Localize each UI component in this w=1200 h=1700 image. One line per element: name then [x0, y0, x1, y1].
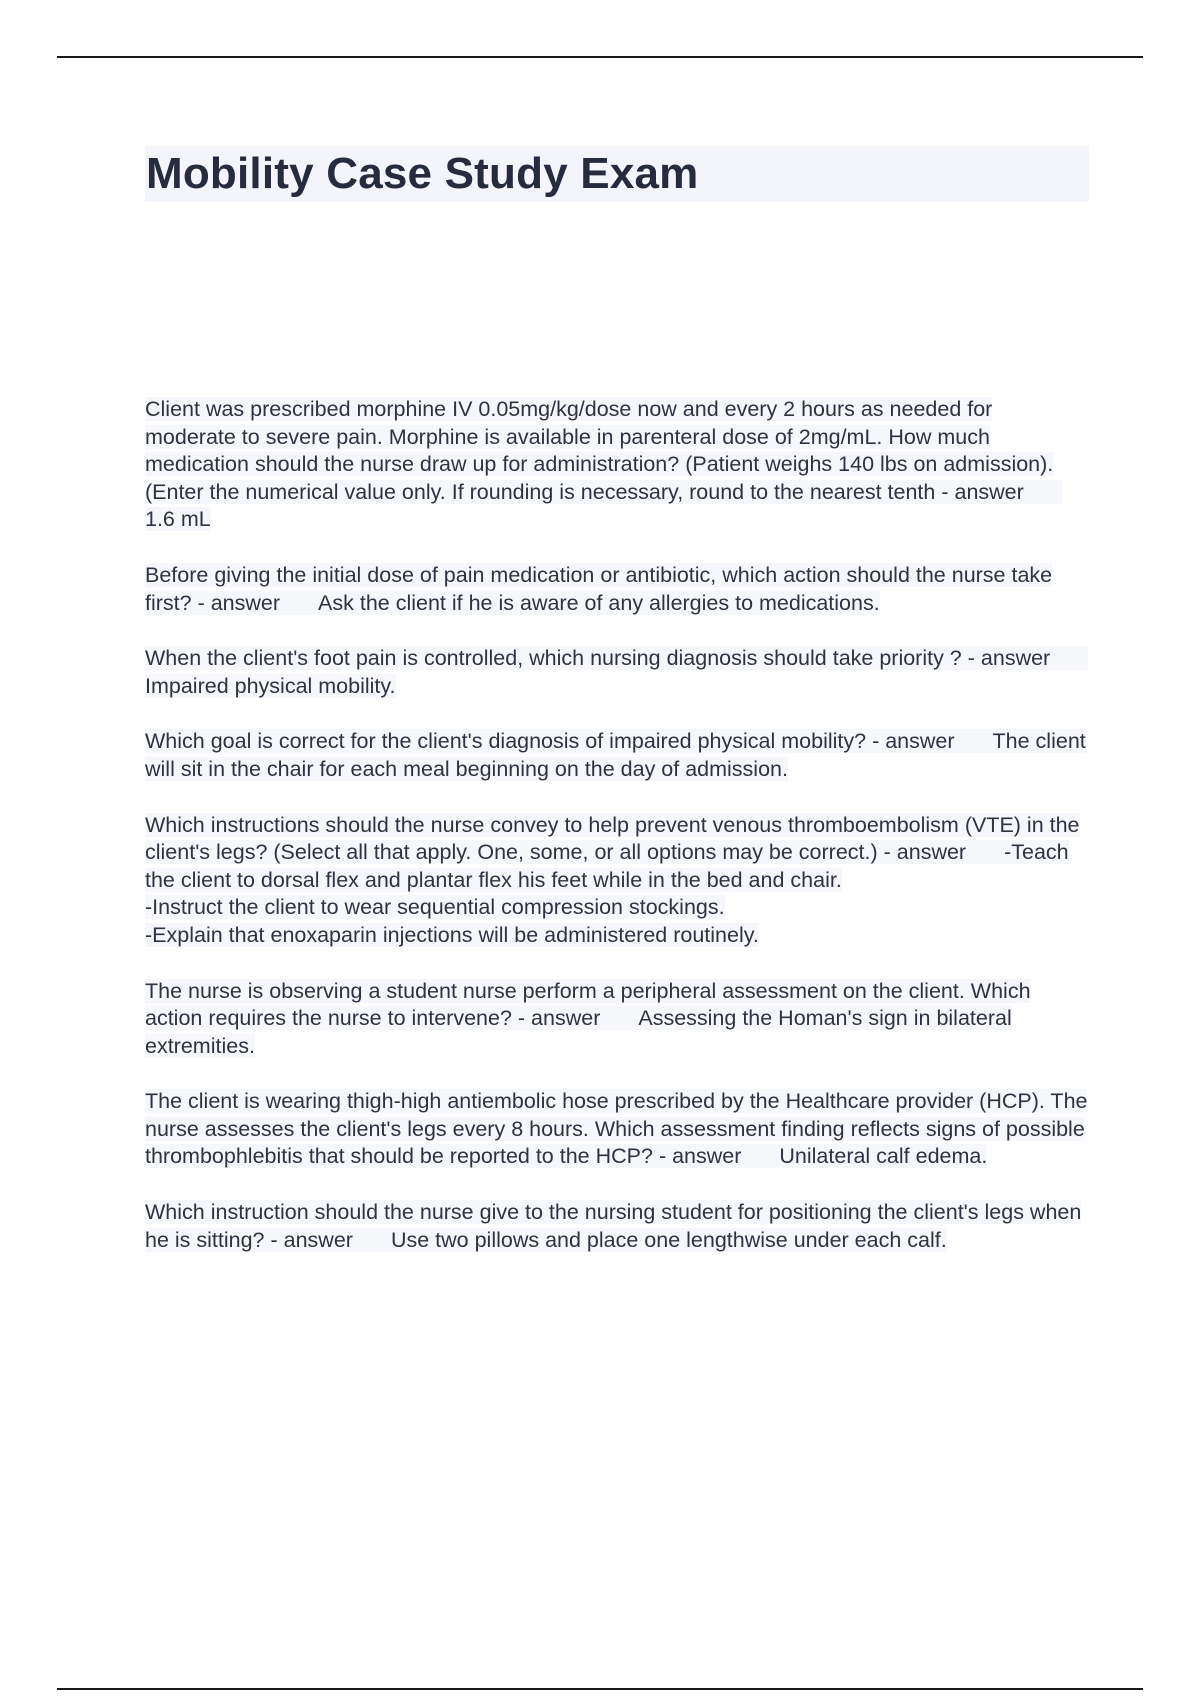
question-text: The nurse is observing a student nurse perform a peripheral assessment on the client. Which action requires the nurse to intervene? [145, 978, 1031, 1031]
page-title: Mobility Case Study Exam [146, 149, 699, 198]
bottom-rule [57, 1688, 1143, 1690]
top-rule [57, 56, 1143, 58]
question-text: When the client's foot pain is controlled, which nursing diagnosis should take priority ? [145, 646, 962, 671]
answer-text: -Teach the client to dorsal flex and plantar flex his feet while in the bed and chair. [145, 840, 1069, 892]
answer-text: Assessing the Homan's sign in bilateral extremities. [145, 1006, 1012, 1058]
qa-item-4 [145, 728, 1089, 783]
qa-item-3 [145, 645, 1089, 700]
qa-item-1 [145, 396, 1089, 534]
answer-text: 1.6 mL [145, 507, 211, 532]
answer-text: Use two pillows and place one lengthwise under each calf. [390, 1227, 947, 1252]
question-text: The client is wearing thigh-high antiembolic hose prescribed by the Healthcare provider (HCP). The nurse assesses the client's legs every 8 hours. Which assessment finding reflects signs of possible thrombophlebitis that should be reported to the HCP? [145, 1089, 1088, 1169]
question-text: Which instruction should the nurse give to the nursing student for positioning the client's legs when he is sitting? [145, 1200, 1082, 1252]
qa-item-2 [145, 562, 1089, 617]
answer-marker: - answer [658, 1144, 742, 1169]
answer-marker: - answer [883, 840, 967, 865]
answer-extra-line: -Explain that enoxaparin injections will be administered routinely. [145, 922, 759, 947]
answer-marker: - answer [967, 646, 1051, 671]
answer-text: Impaired physical mobility. [145, 673, 396, 698]
answer-marker: - answer [197, 590, 281, 615]
answer-text: Ask the client if he is aware of any allergies to medications. [318, 590, 880, 615]
qa-list [145, 396, 1089, 1282]
answer-marker: - answer [517, 1006, 601, 1031]
question-text: Before giving the initial dose of pain medication or antibiotic, which action should the nurse take first? [145, 562, 1053, 615]
answer-extra-line: -Instruct the client to wear sequential compression stockings. [145, 895, 725, 920]
answer-marker: - answer [941, 479, 1024, 504]
qa-item-8 [145, 1199, 1089, 1254]
qa-item-5 [145, 812, 1089, 950]
answer-text: The client will sit in the chair for each meal beginning on the day of admission. [145, 729, 1086, 781]
answer-marker: - answer [270, 1227, 353, 1252]
answer-marker: - answer [872, 729, 955, 754]
question-text: Which instructions should the nurse convey to help prevent venous thromboembolism (VTE) in the client's legs? (Select all that apply. One, some, or all options may be correct.) [145, 812, 1080, 865]
question-text: Client was prescribed morphine IV 0.05mg/kg/dose now and every 2 hours as needed for moderate to severe pain. Morphine is available in parenteral dose of 2mg/mL. How much medication should the nurse draw up for administration? (Patient weighs 140 lbs on admission). (Enter the numerical value only. If rounding is necessary, round to the nearest tenth [145, 397, 1054, 504]
answer-text: Unilateral calf edema. [779, 1144, 988, 1169]
qa-item-7 [145, 1088, 1089, 1171]
qa-item-6 [145, 978, 1089, 1061]
question-text: Which goal is correct for the client's diagnosis of impaired physical mobility? [145, 729, 867, 754]
